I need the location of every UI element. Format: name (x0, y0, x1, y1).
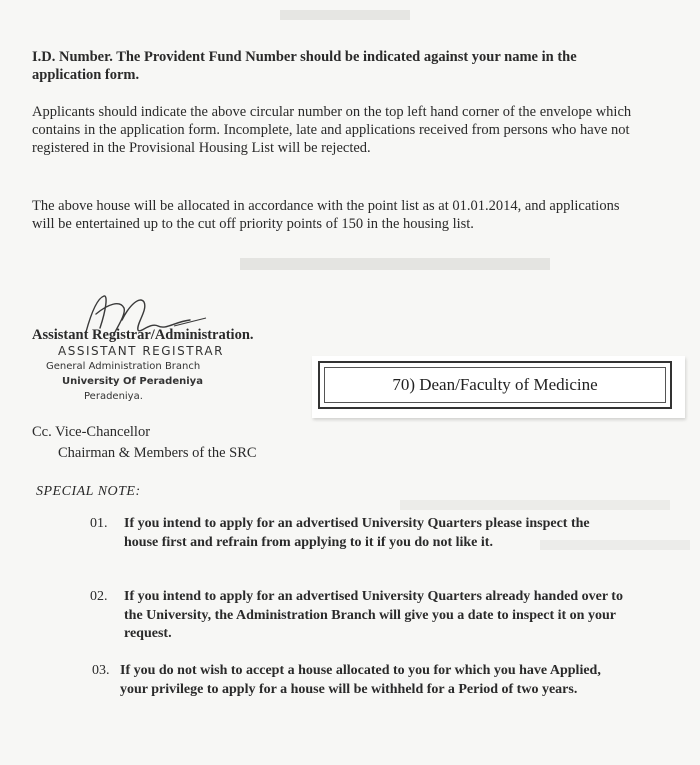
bleed-through-mark (240, 258, 550, 270)
addressee-label: 70) Dean/Faculty of Medicine (324, 367, 666, 403)
cc-line: Cc. Vice-Chancellor (32, 424, 151, 440)
note-number: 03. (92, 663, 110, 678)
bleed-through-mark (400, 500, 670, 510)
special-note-item (92, 662, 652, 722)
paragraph-allocation: The above house will be allocated in accordance with the point list as at 01.01.2014, and applications will be entertained up to the cut off priority points of 150 in the housing list. (32, 198, 620, 232)
signatory-title: Assistant Registrar/Administration. (32, 327, 254, 343)
note-text: If you intend to apply for an advertised University Quarters please inspect the house first and refrain from applying to it if you do not like it. (124, 516, 590, 550)
official-stamp (32, 344, 332, 404)
cc-line: Chairman & Members of the SRC (58, 445, 257, 461)
addressee-box (318, 361, 672, 409)
special-note-heading: SPECIAL NOTE: (36, 484, 141, 499)
stamp-line: General Administration Branch (46, 361, 201, 372)
note-number: 01. (90, 516, 108, 531)
note-text: If you intend to apply for an advertised University Quarters already handed over to the University, the Administration Branch will give you a date to inspect it on your request. (124, 589, 623, 641)
stamp-line: University Of Peradeniya (62, 376, 203, 387)
bleed-through-mark (280, 10, 410, 20)
signature-block (32, 327, 332, 404)
cc-block (32, 422, 257, 464)
note-text: If you do not wish to accept a house allocated to you for which you have Applied, your privilege to apply for a house will be withheld for a Period of two years. (120, 663, 601, 697)
special-note-item (90, 515, 650, 575)
stamp-line: ASSISTANT REGISTRAR (58, 344, 224, 358)
paragraph-circular-instructions: Applicants should indicate the above circular number on the top left hand corner of the envelope which contains in the application form. Incomplete, late and applications received from persons who have not registered in the Provisional Housing List will be rejected. (32, 104, 632, 156)
paragraph-id-number: I.D. Number. The Provident Fund Number should be indicated against your name in the application form. (32, 49, 577, 83)
special-note-item (90, 588, 650, 648)
note-number: 02. (90, 589, 108, 604)
stamp-line: Peradeniya. (84, 391, 143, 402)
